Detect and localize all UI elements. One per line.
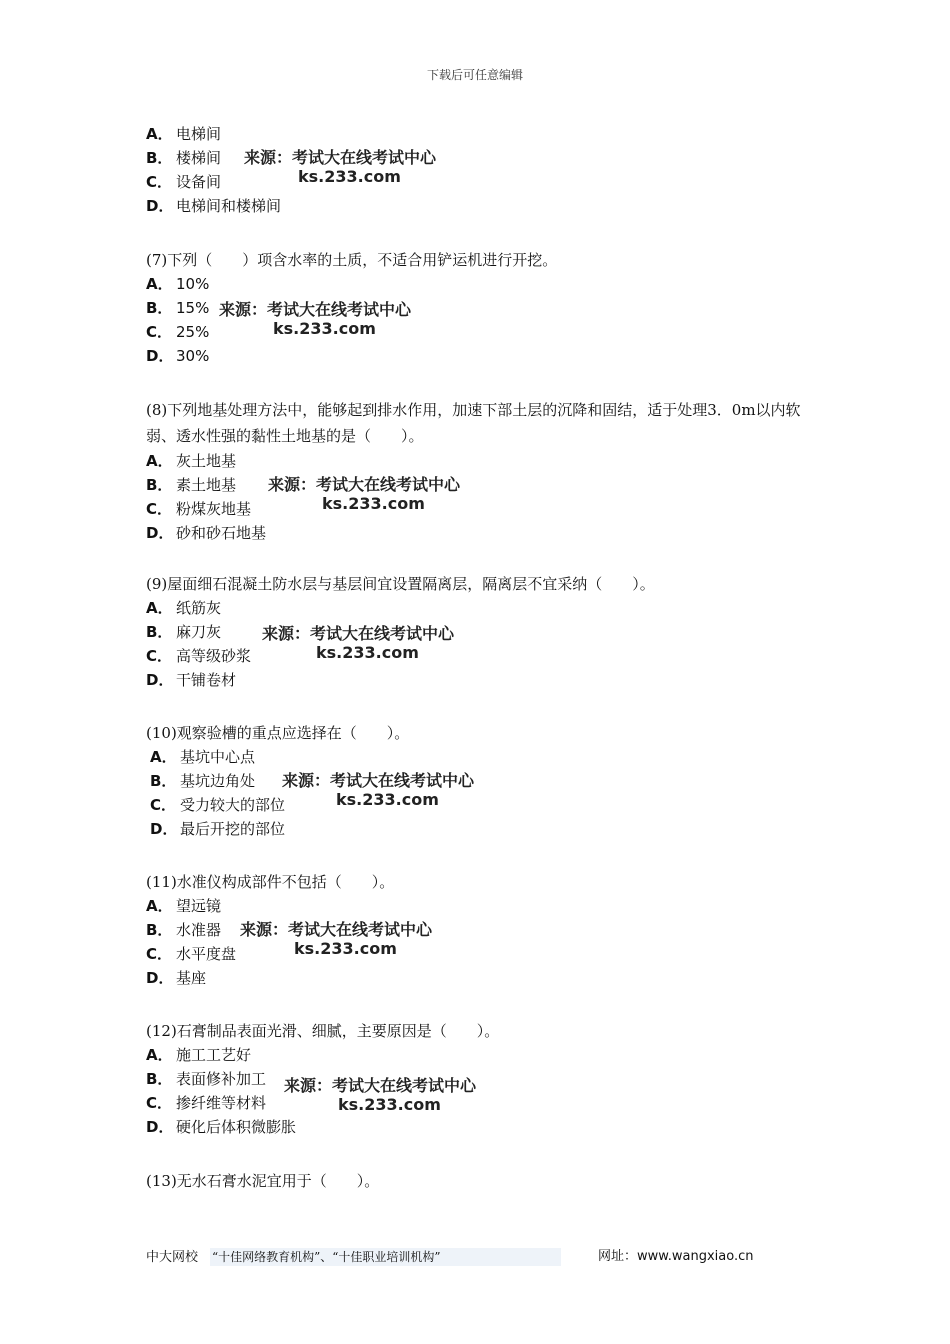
options-list [146, 272, 826, 368]
option-a: A． 望远镜 [146, 897, 222, 915]
option-d: D． 砂和砂石地基 [146, 524, 267, 542]
page-header: 下载后可任意编辑 [426, 68, 523, 82]
option-b: B． 素土地基 [146, 476, 237, 494]
question-block [146, 248, 826, 368]
option-c: C． 水平度盘 [146, 945, 237, 963]
question-block [146, 721, 826, 841]
page-footer [146, 1248, 754, 1266]
source-watermark: 来源：考试大在线考试中心 ks.233.com [282, 771, 475, 809]
option-a: A． 施工工艺好 [146, 1046, 252, 1064]
source-watermark: 来源：考试大在线考试中心 ks.233.com [268, 475, 461, 513]
options-list [146, 122, 826, 218]
options-list [146, 894, 826, 990]
option-c: C． 掺纤维等材料 [146, 1094, 267, 1112]
option-d: D． 硬化后体积微膨胀 [146, 1118, 297, 1136]
option-a: A． 基坑中心点 [150, 748, 256, 766]
option-d: D． 干铺卷材 [146, 671, 237, 689]
question-text: (8)下列地基处理方法中，能够起到排水作用，加速下部土层的沉降和固结，适于处理3．0m以内软弱、透水性强的黏性土地基的是（ ）。 [146, 401, 801, 445]
option-c: C． 高等级砂浆 [146, 647, 252, 665]
option-d: D． 30% [146, 347, 210, 365]
question-block [146, 397, 826, 545]
question-text: (7)下列（ ）项含水率的土质，不适合用铲运机进行开挖。 [146, 251, 558, 269]
option-c: C． 设备间 [146, 173, 222, 191]
source-watermark: 来源：考试大在线考试中心 ks.233.com [219, 300, 412, 338]
source-watermark: 来源：考试大在线考试中心 ks.233.com [284, 1076, 477, 1114]
question-block [146, 1169, 826, 1193]
option-d: D． 最后开挖的部位 [150, 820, 286, 838]
option-c: C． 25% [146, 323, 210, 341]
option-c: C． 粉煤灰地基 [146, 500, 252, 518]
option-b: B． 麻刀灰 [146, 623, 222, 641]
option-a: A． 纸筋灰 [146, 599, 222, 617]
option-a: A． 灰土地基 [146, 452, 237, 470]
footer-site-url[interactable]: www.wangxiao.cn [637, 1249, 754, 1264]
footer-school: 中大网校 [146, 1250, 199, 1265]
question-text: (9)屋面细石混凝土防水层与基层间宜设置隔离层，隔离层不宜采纳（ ）。 [146, 575, 655, 593]
option-c: C． 受力较大的部位 [150, 796, 286, 814]
option-b: B． 表面修补加工 [146, 1070, 267, 1088]
question-text: (12)石膏制品表面光滑、细腻，主要原因是（ ）。 [146, 1022, 500, 1040]
options-list [146, 449, 826, 545]
question-block [146, 572, 826, 692]
options-list [146, 596, 826, 692]
question-text: (11)水准仪构成部件不包括（ ）。 [146, 873, 395, 891]
option-a: A． 10% [146, 275, 210, 293]
question-block [146, 870, 826, 990]
source-watermark: 来源：考试大在线考试中心 ks.233.com [244, 148, 437, 186]
option-b: B． 15% [146, 299, 210, 317]
options-list [150, 745, 830, 841]
option-b: B． 基坑边角处 [150, 772, 256, 790]
question-text: (13)无水石膏水泥宜用于（ ）。 [146, 1172, 380, 1190]
footer-site-label: 网址： [598, 1249, 638, 1264]
footer-slogan: “十佳网络教育机构”、“十佳职业培训机构” [210, 1248, 561, 1266]
option-b: B． 水准器 [146, 921, 222, 939]
question-block [146, 1019, 826, 1139]
option-d: D． 基座 [146, 969, 207, 987]
option-b: B． 楼梯间 [146, 149, 222, 167]
source-watermark: 来源：考试大在线考试中心 ks.233.com [240, 920, 433, 958]
options-list [146, 1043, 826, 1139]
footer-site [598, 1248, 753, 1266]
option-d: D． 电梯间和楼梯间 [146, 197, 282, 215]
question-text: (10)观察验槽的重点应选择在（ ）。 [146, 724, 410, 742]
option-a: A． 电梯间 [146, 125, 222, 143]
source-watermark: 来源：考试大在线考试中心 ks.233.com [262, 624, 455, 662]
question-block [146, 122, 826, 218]
